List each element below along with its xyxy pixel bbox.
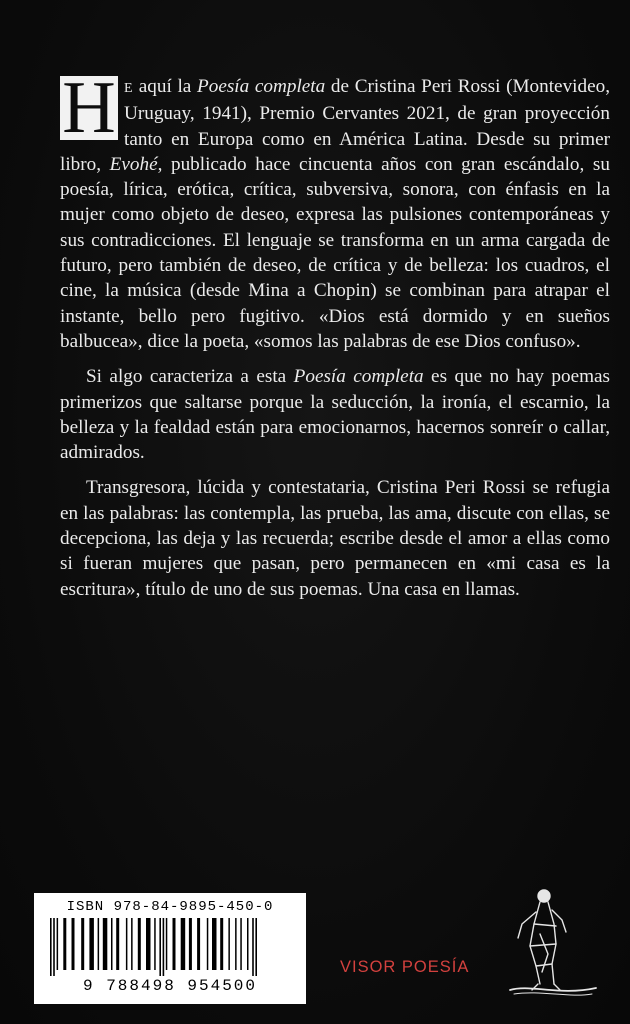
barcode-bar [189, 918, 192, 970]
barcode-bar [131, 918, 133, 970]
paragraph-2-body [60, 366, 610, 463]
barcode-bar [138, 918, 141, 970]
barcode-bar [228, 918, 230, 970]
barcode-bar [247, 918, 249, 970]
barcode-bar [207, 918, 209, 970]
barcode-bar [197, 918, 200, 970]
barcode-bar [103, 918, 108, 970]
barcode-bar [173, 918, 176, 970]
barcode-bar [235, 918, 237, 970]
publisher-logo-figure [500, 884, 600, 1004]
p2-run: Si algo caracteriza a esta [86, 366, 294, 388]
barcode-bar [163, 918, 165, 976]
barcode-bar [57, 918, 59, 970]
barcode-number: 9 788498 954500 [82, 977, 258, 995]
publisher-imprint: VISOR POESÍA [340, 958, 470, 976]
p2-run: Poesía completa [293, 366, 424, 388]
barcode [48, 918, 292, 976]
barcode-bar [116, 918, 119, 970]
barcode-bar [255, 918, 257, 976]
isbn-barcode-box [34, 893, 306, 1004]
barcode-bar [252, 918, 254, 976]
p1-run: Evohé [109, 153, 158, 175]
barcode-bar [81, 918, 84, 970]
barcode-bar [111, 918, 113, 970]
barcode-bar [72, 918, 75, 970]
paragraph-3-body [60, 477, 610, 599]
barcode-bar [146, 918, 151, 970]
p2-run: es que no hay poemas primerizos que saltarse porque la seducción, la ironía, el escarnio, la belleza y la fealdad están para emocionarnos, hacernos sonreír o callar, admirados. [60, 366, 610, 464]
p1-run: Poesía completa [197, 76, 326, 97]
drop-cap: H [60, 76, 118, 140]
barcode-bar [212, 918, 217, 970]
blurb-text [60, 67, 611, 612]
paragraph-1 [60, 67, 611, 354]
barcode-bar [98, 918, 100, 970]
barcode-bar [159, 918, 161, 976]
barcode-bar [240, 918, 242, 970]
barcode-bar [63, 918, 66, 970]
barcode-bar [220, 918, 223, 970]
paragraph-3 [60, 475, 610, 601]
isbn-label: ISBN 978-84-9895-450-0 [66, 899, 274, 915]
p3-run: Transgresora, lúcida y contestataria, Cristina Peri Rossi se refugia en las palabras: las contempla, las prueba, las ama, discute con ellas, se decepciona, las deja y las recuerda; escribe desde el amor a ellas como si fueran mujeres que pasan, pero permanecen en «mi casa es la escritura», título de uno de sus poemas. Una casa en llamas. [60, 477, 610, 600]
p1-run: , publicado hace cincuenta años con gran escándalo, su poesía, lírica, erótica, crítica, subversiva, sonora, con énfasis en la mujer como objeto de deseo, expresa las pulsiones contemporáneas y sus contradicciones. El lenguaje se transforma en un arma cargada de futuro, pero también de deseo, de crítica y de belleza: los cuadros, el cine, la música (desde Mina a Chopin) se combinan para atrapar el instante, bello pero fugitivo. «Dios está dormido y en sueños balbucea», dice la poeta, «somos las palabras de ese Dios confuso». [60, 153, 610, 352]
barcode-bar [126, 918, 128, 970]
barcode-bar [154, 918, 156, 970]
barcode-bar [89, 918, 94, 970]
paragraph-2 [60, 364, 610, 465]
barcode-bar [53, 918, 55, 976]
p1-run: E [124, 81, 134, 96]
p1-run: de Cristina Peri Rossi (Montevideo, Uruguay, 1941), Premio Cervantes 2021, de gran proyección tanto en Europa como en América Latina. Desde su primer libro, [60, 76, 611, 175]
paragraph-1-body [60, 76, 610, 352]
barcode-bar [181, 918, 186, 970]
barcode-bar [166, 918, 168, 970]
barcode-bar [50, 918, 52, 976]
p1-run: aquí la [133, 76, 197, 97]
